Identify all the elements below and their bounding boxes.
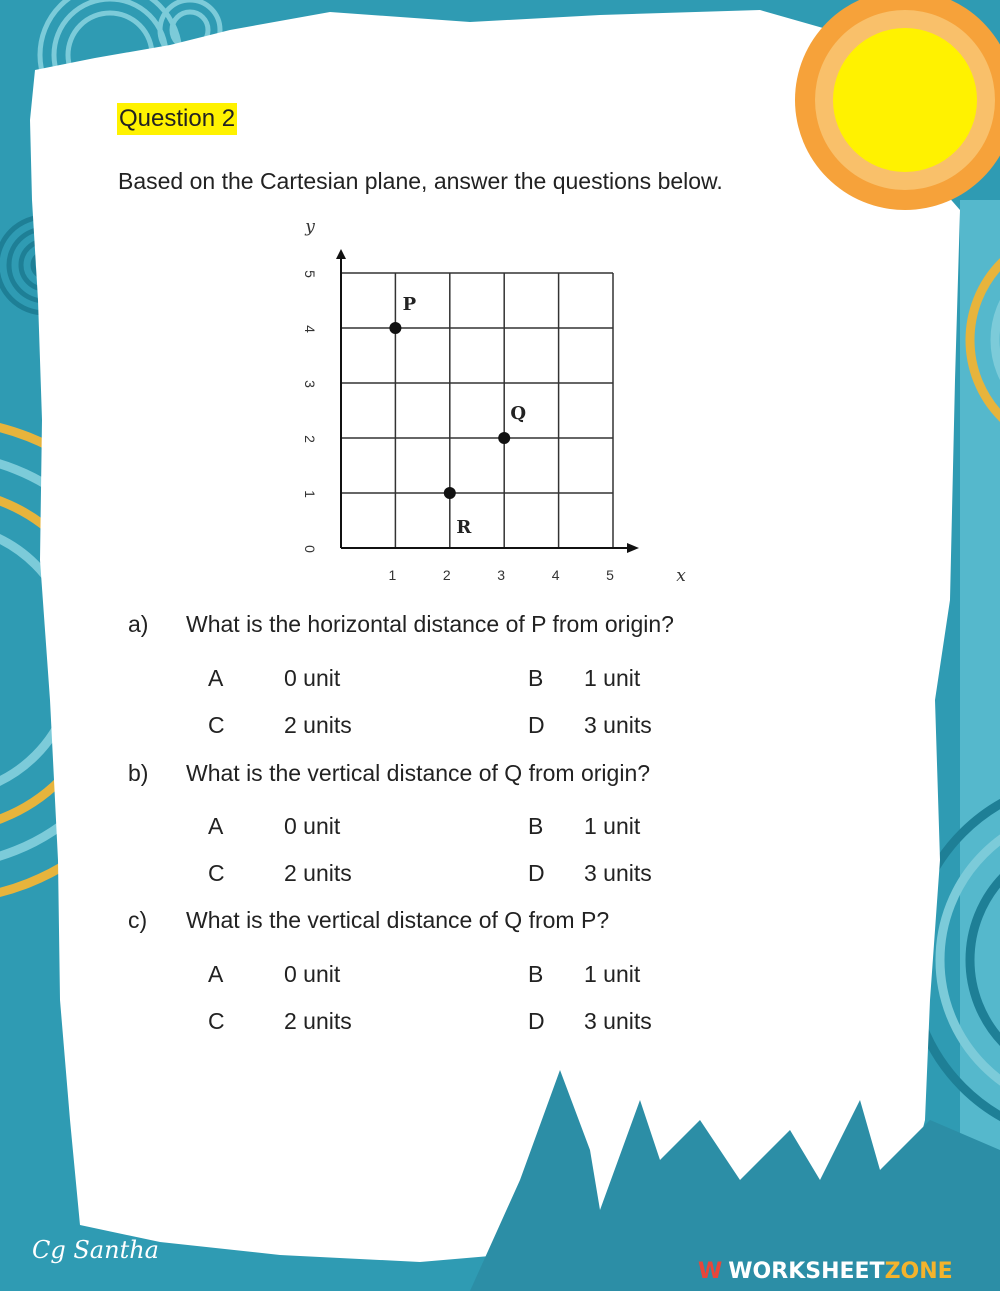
- option-a-B[interactable]: [528, 665, 640, 692]
- question-c: [128, 907, 609, 934]
- question-letter: b): [128, 760, 149, 786]
- point-label: R: [456, 517, 472, 538]
- option-letter: B: [528, 961, 544, 987]
- option-text: 2 units: [284, 1008, 352, 1034]
- option-c-B[interactable]: [528, 961, 640, 988]
- option-b-C[interactable]: [208, 860, 352, 887]
- option-letter: C: [208, 712, 225, 738]
- option-c-D[interactable]: [528, 1008, 652, 1035]
- x-axis-label: x: [676, 566, 686, 586]
- x-tick-label: 1: [388, 567, 397, 583]
- option-text: 3 units: [584, 712, 652, 738]
- option-letter: D: [528, 860, 545, 886]
- logo-text-worksheet: WORKSHEET: [728, 1259, 885, 1284]
- y-tick-label: 3: [302, 380, 318, 388]
- question-text: What is the vertical distance of Q from P?: [186, 907, 610, 933]
- cartesian-plane: [290, 210, 710, 590]
- option-a-C[interactable]: [208, 712, 352, 739]
- y-tick-label: 2: [302, 435, 318, 443]
- option-text: 3 units: [584, 860, 652, 886]
- x-tick-label: 4: [551, 567, 560, 583]
- y-tick-label: 5: [302, 270, 318, 278]
- option-letter: D: [528, 712, 545, 738]
- y-tick-label: 1: [302, 490, 318, 498]
- option-a-D[interactable]: [528, 712, 652, 739]
- question-b: [128, 760, 650, 787]
- option-c-A[interactable]: [208, 961, 340, 988]
- x-tick-label: 3: [497, 567, 506, 583]
- option-text: 0 unit: [284, 813, 341, 839]
- option-text: 1 unit: [584, 665, 641, 691]
- point-label: Q: [510, 403, 527, 424]
- option-c-C[interactable]: [208, 1008, 352, 1035]
- question-letter: c): [128, 907, 148, 933]
- question-a: [128, 611, 674, 638]
- option-text: 1 unit: [584, 813, 641, 839]
- option-b-B[interactable]: [528, 813, 640, 840]
- y-axis-arrow-icon: [336, 249, 346, 259]
- option-text: 1 unit: [584, 961, 641, 987]
- point-q: [498, 432, 510, 444]
- option-letter: D: [528, 1008, 545, 1034]
- question-text: What is the horizontal distance of P from origin?: [186, 611, 674, 637]
- option-letter: C: [208, 860, 225, 886]
- option-a-A[interactable]: [208, 665, 340, 692]
- option-letter: B: [528, 813, 544, 839]
- option-letter: B: [528, 665, 544, 691]
- option-b-D[interactable]: [528, 860, 652, 887]
- y-tick-label: 0: [302, 545, 318, 553]
- point-r: [444, 487, 456, 499]
- question-title: Question 2: [117, 103, 237, 135]
- instructions: Based on the Cartesian plane, answer the questions below.: [118, 168, 723, 194]
- option-text: 3 units: [584, 1008, 652, 1034]
- option-letter: A: [208, 813, 224, 839]
- worksheetzone-logo[interactable]: [698, 1258, 953, 1286]
- y-axis-label: y: [305, 217, 315, 237]
- logo-w-icon: W: [698, 1259, 723, 1284]
- option-text: 2 units: [284, 712, 352, 738]
- option-b-A[interactable]: [208, 813, 340, 840]
- question-text: What is the vertical distance of Q from origin?: [186, 760, 651, 786]
- option-letter: A: [208, 665, 224, 691]
- y-tick-label: 4: [302, 325, 318, 333]
- x-tick-label: 5: [606, 567, 614, 583]
- point-label: P: [402, 294, 417, 315]
- author-signature: Cg Santha: [32, 1236, 159, 1264]
- logo-text-zone: ZONE: [884, 1259, 953, 1284]
- x-tick-label: 2: [442, 567, 451, 583]
- option-text: 2 units: [284, 860, 352, 886]
- x-axis-arrow-icon: [627, 543, 639, 553]
- point-p: [389, 322, 401, 334]
- option-letter: A: [208, 961, 224, 987]
- question-letter: a): [128, 611, 149, 637]
- option-letter: C: [208, 1008, 225, 1034]
- option-text: 0 unit: [284, 665, 341, 691]
- option-text: 0 unit: [284, 961, 341, 987]
